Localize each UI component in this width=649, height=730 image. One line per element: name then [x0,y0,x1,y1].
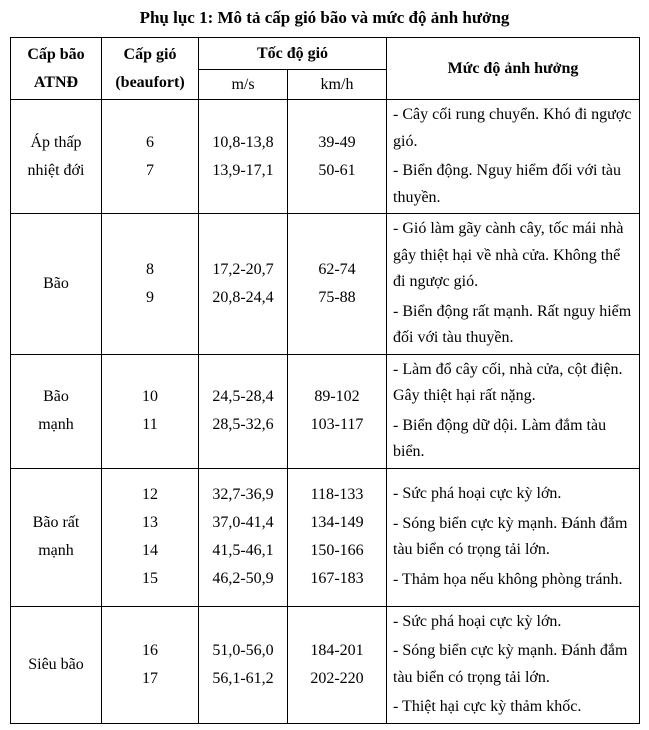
effect-cell [387,606,640,723]
speed-kmh-cell [288,100,387,214]
effect-cell [387,468,640,606]
storm-category-line1: Áp thấp [30,133,82,151]
header-wind-level-line1: Cấp gió [123,45,177,63]
header-storm-category-line2: ATNĐ [33,73,79,91]
wind-level-cell [102,100,199,214]
speed-kmh-value: 167-183 [310,570,364,587]
storm-category-line2: mạnh [38,542,74,559]
effect-item: - Biển động dữ dội. Làm đắm tàu biển. [393,416,607,460]
speed-kmh-value: 39-49 [318,133,356,151]
speed-kmh-cell [288,214,387,355]
speed-ms-cell [199,468,288,606]
effect-item: - Biển động rất mạnh. Rất nguy hiểm đối với tàu thuyền. [393,302,632,346]
table-header-row [11,38,640,70]
speed-kmh-cell [288,354,387,468]
speed-kmh-value: 118-133 [310,486,364,503]
wind-level-cell [102,606,199,723]
speed-kmh-value: 62-74 [318,260,356,278]
speed-ms-value: 17,2-20,7 [212,260,274,278]
speed-ms-value: 13,9-17,1 [212,161,274,179]
effect-item: - Cây cối rung chuyển. Khó đi ngược gió. [393,106,632,150]
speed-kmh-value: 202-220 [310,669,364,687]
table-row [11,214,640,355]
effect-item: - Biển động. Nguy hiểm đối với tàu thuyền. [393,162,621,206]
table-row [11,606,640,723]
speed-ms-cell [199,100,288,214]
storm-category-line1: Bão [43,388,69,405]
speed-ms-value: 56,1-61,2 [212,669,274,687]
header-wind-level [102,38,199,100]
header-storm-category [11,38,102,100]
speed-ms-value: 41,5-46,1 [212,542,274,559]
speed-ms-value: 28,5-32,6 [212,416,274,433]
storm-category-line2: mạnh [38,416,74,433]
table-row [11,100,640,214]
wind-level-cell [102,468,199,606]
speed-kmh-value: 134-149 [310,514,364,531]
wind-level-value: 12 [142,486,158,503]
effect-item: - Gió làm gãy cành cây, tốc mái nhà gây thiệt hại về nhà cửa. Không thể đi ngược gió. [393,220,624,290]
header-wind-level-line2: (beaufort) [115,73,185,91]
effect-item: - Sức phá hoại cực kỳ lớn. [393,485,562,502]
storm-category-line1: Bão [43,274,69,292]
storm-category-cell [11,354,102,468]
storm-category-line1: Bão rất [32,514,80,531]
wind-level-value: 15 [142,570,158,587]
wind-level-value: 10 [142,388,158,405]
wind-level-cell [102,354,199,468]
header-unit-kmh: km/h [288,70,387,100]
speed-ms-value: 51,0-56,0 [212,641,274,659]
table-row [11,468,640,606]
speed-kmh-value: 103-117 [310,416,364,433]
speed-ms-value: 10,8-13,8 [212,133,274,151]
wind-level-value: 9 [146,288,154,306]
effect-item: - Sóng biển cực kỳ mạnh. Đánh đắm tàu biển có trọng tải lớn. [393,642,628,686]
effect-item: - Sóng biển cực kỳ mạnh. Đánh đắm tàu biển có trọng tải lớn. [393,514,628,558]
storm-wind-table [10,37,640,724]
wind-level-value: 16 [142,641,158,659]
page-title: Phụ lục 1: Mô tả cấp gió bão và mức độ ảnh hưởng [139,8,510,27]
speed-kmh-value: 184-201 [310,641,364,659]
speed-kmh-value: 75-88 [318,288,356,306]
wind-level-value: 7 [146,161,154,179]
storm-category-line2: nhiệt đới [27,161,85,179]
speed-kmh-cell [288,468,387,606]
wind-level-value: 8 [146,260,154,278]
table-row [11,354,640,468]
storm-category-cell [11,100,102,214]
effect-cell [387,214,640,355]
storm-category-cell [11,468,102,606]
header-unit-ms: m/s [199,70,288,100]
speed-ms-value: 24,5-28,4 [212,388,274,405]
wind-level-value: 14 [142,542,158,559]
speed-ms-value: 20,8-24,4 [212,288,274,306]
effect-item: - Thảm họa nếu không phòng tránh. [393,570,623,588]
speed-kmh-value: 50-61 [318,161,356,179]
storm-category-cell [11,214,102,355]
header-wind-speed: Tốc độ gió [199,38,387,70]
speed-ms-value: 37,0-41,4 [212,514,274,531]
wind-level-value: 6 [146,133,154,151]
speed-kmh-value: 89-102 [314,388,360,405]
speed-kmh-cell [288,606,387,723]
effect-cell [387,100,640,214]
effect-item: - Làm đổ cây cối, nhà cửa, cột điện. Gây thiệt hại rất nặng. [393,360,623,404]
effect-item: - Thiệt hại cực kỳ thảm khốc. [393,698,582,715]
speed-ms-value: 46,2-50,9 [212,570,274,587]
storm-category-line1: Siêu bão [28,655,84,673]
speed-kmh-value: 150-166 [310,542,364,559]
speed-ms-cell [199,214,288,355]
header-storm-category-line1: Cấp bão [27,45,85,63]
wind-level-value: 11 [142,416,158,433]
speed-ms-cell [199,606,288,723]
wind-level-value: 17 [142,669,158,687]
wind-level-value: 13 [142,514,158,531]
storm-category-cell [11,606,102,723]
effect-cell [387,354,640,468]
effect-item: - Sức phá hoại cực kỳ lớn. [393,612,562,630]
speed-ms-value: 32,7-36,9 [212,486,274,503]
header-effect: Mức độ ảnh hưởng [387,38,640,100]
wind-level-cell [102,214,199,355]
speed-ms-cell [199,354,288,468]
